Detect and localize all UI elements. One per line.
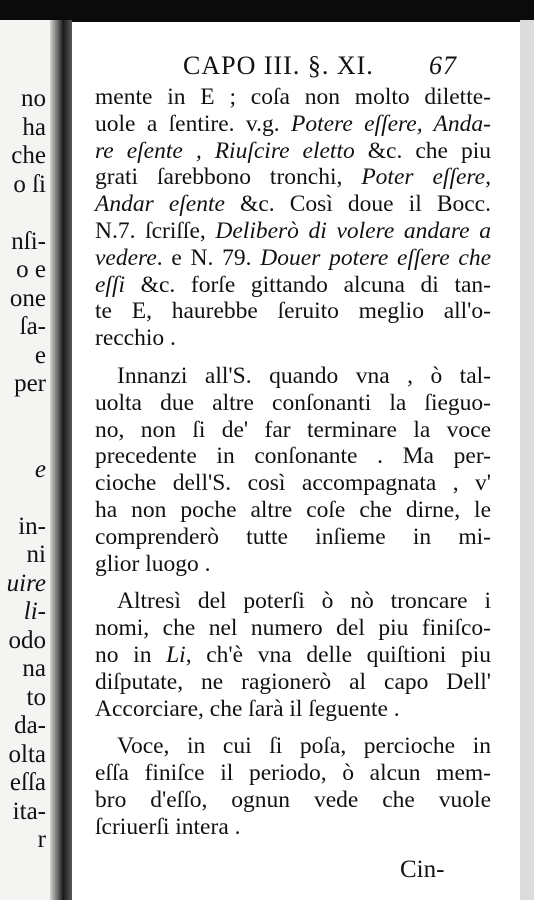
text-line [95,497,491,524]
paragraph-gap [95,722,491,733]
text-line [95,760,491,787]
roman-text: no, non ſi de' far terminare la voce [95,416,491,443]
text-line [95,363,491,390]
running-header [95,50,491,84]
facing-page-fragment: in- [18,512,46,540]
text-line [95,191,491,218]
roman-text: recchio . [95,325,176,352]
book-gutter [50,20,72,900]
text-line [95,298,491,325]
facing-page-fragment: eſſa [9,769,46,796]
italic-text: Andar eſente [95,191,225,218]
text-line [95,325,491,352]
page-edge [520,20,534,900]
roman-text: grati ſarebbono tronchi, [95,164,362,191]
roman-text: eſſa finiſce il periodo, ò alcun mem- [95,760,491,787]
text-line [95,272,491,299]
text-line [95,787,491,814]
italic-text: Potere eſſere, Anda- [290,110,491,137]
roman-text: Altresì del poterſi ò nò troncare i [117,588,491,615]
roman-text: glior luogo . [95,550,211,577]
roman-text: &c. forſe gittando alcuna di tan- [125,271,491,298]
roman-text: uole a ſentire. v.g. [95,110,291,137]
text-line [95,615,491,642]
text-line [95,470,491,497]
text-line [95,524,491,551]
roman-text: mente in E ; coſa non molto dilette- [95,84,491,110]
facing-page-fragment: olta [8,740,46,768]
facing-page-fragment: ha [22,113,46,141]
roman-text: cioche dell'S. così accompagnata , v' [95,470,491,497]
facing-page-fragment: r [37,826,46,853]
facing-page-fragment: li- [23,598,46,625]
text-line [95,551,491,578]
text-line [95,642,491,669]
text-line [95,814,491,841]
roman-text: N.7. ſcriſſe, [95,217,216,244]
paragraph [95,733,491,840]
roman-text: &c. che piu [354,137,492,164]
roman-text: &c. Così doue il Bocc. [224,191,491,218]
facing-page-fragment: e [34,455,46,483]
paragraph [95,363,491,577]
facing-page-fragment: o ſi [13,170,46,198]
italic-text: Poter eſſere, [361,164,491,191]
facing-page-fragment: nſi- [11,227,46,255]
facing-page-fragment: odo [8,626,46,654]
facing-page-fragment: ſa- [19,313,46,340]
facing-page-fragment: one [9,284,46,312]
italic-text: vedere [95,244,157,271]
facing-page-fragment: e [34,341,46,369]
italic-text: Li [166,641,186,668]
page-body [95,50,491,841]
text-line [95,443,491,470]
paragraph-gap [95,352,491,363]
paragraph-gap [95,577,491,588]
text-line [95,138,491,165]
text-line [95,588,491,615]
facing-page-fragment: ni [26,541,46,568]
roman-text: , ch'è vna delle quiſtioni piu [185,641,492,668]
facing-page-fragment: na [22,655,46,682]
roman-text: te E, haurebbe ſeruito meglio all'o- [95,298,491,325]
facing-page-fragment: to [26,683,46,711]
italic-text: eſſi [95,271,126,298]
text-line [95,417,491,444]
roman-text: Accorciare, che ſarà il ſeguente . [95,695,400,722]
italic-text: re eſente , Riuſcire eletto [95,137,355,164]
roman-text: no in [95,641,167,668]
text-line [95,696,491,723]
roman-text: Innanzi all'S. quando vna , ò tal- [117,362,491,389]
facing-page-margin [0,20,51,900]
roman-text: Voce, in cui ſi poſa, percioche in [117,733,491,760]
page-number: 67 [429,51,457,80]
text-line [95,733,491,760]
chapter-title: CAPO III. §. XI. [183,51,374,80]
text-line [95,390,491,417]
facing-page-fragment: che [11,142,46,169]
italic-text: Douer potere eſſere che [260,244,491,271]
text-line [95,669,491,696]
text-line [95,111,491,138]
facing-page-fragment: ita- [12,797,46,825]
text-line [95,218,491,245]
roman-text: precedente in conſonante . Ma per- [95,443,491,470]
text-line [95,245,491,272]
scan-top-edge [0,0,534,22]
roman-text: bro d'eſſo, ognun vede che vuole [95,786,491,813]
facing-page-fragment: da- [14,712,46,739]
roman-text: nomi, che nel numero del piu finiſco- [95,615,491,642]
facing-page-fragment: uire [6,569,46,597]
text-body [95,84,491,841]
facing-page-fragment: per [14,370,46,397]
text-line [95,164,491,191]
roman-text: comprenderò tutte inſieme in mi- [95,523,491,550]
paragraph [95,588,491,722]
roman-text: . e N. 79. [156,244,261,271]
roman-text: uolta due altre conſonanti la ſieguo- [95,389,491,416]
facing-page-fragment: o e [16,256,46,283]
catchword: Cin- [400,856,445,883]
text-line [95,84,491,111]
paragraph [95,84,491,352]
roman-text: diſputate, ne ragionerò al capo Dell' [95,668,491,695]
roman-text: ſcriuerſi intera . [95,813,241,840]
italic-text: Deliberò di volere andare a [215,217,491,244]
facing-page-fragment: no [21,85,46,112]
roman-text: ha non poche altre coſe che dirne, le [95,496,491,523]
